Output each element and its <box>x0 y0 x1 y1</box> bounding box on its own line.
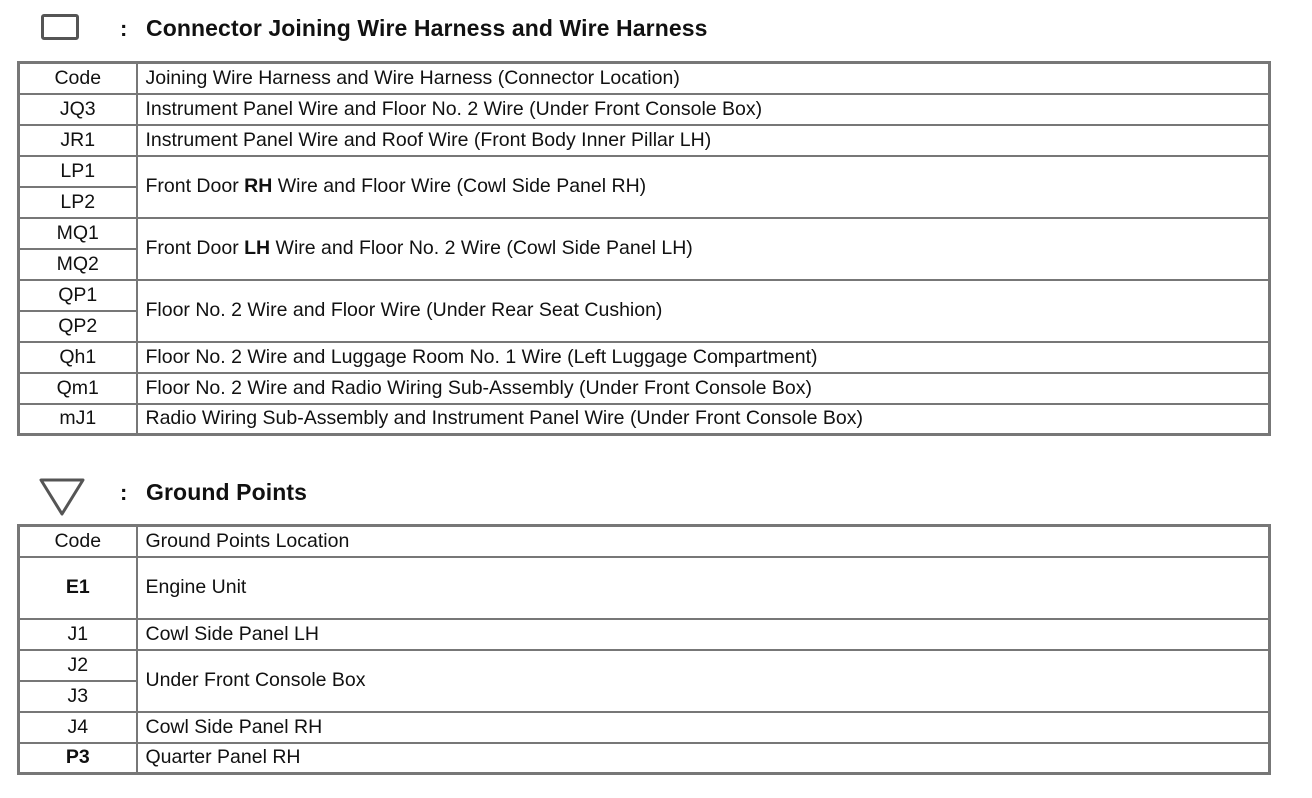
code-cell: LP2 <box>19 187 137 218</box>
location-cell: Quarter Panel RH <box>137 743 1270 774</box>
table-header-row <box>19 63 1270 94</box>
code-cell: MQ2 <box>19 249 137 280</box>
table-row <box>19 404 1270 435</box>
code-cell: J4 <box>19 712 137 743</box>
table-row <box>19 650 1270 681</box>
code-cell: LP1 <box>19 156 137 187</box>
ground-triangle-icon <box>38 476 86 518</box>
ground-section-title: Ground Points <box>146 479 308 505</box>
code-header: Code <box>19 526 137 557</box>
location-cell: Instrument Panel Wire and Floor No. 2 Wire (Under Front Console Box) <box>137 94 1270 125</box>
table-row <box>19 280 1270 311</box>
table-row <box>19 156 1270 187</box>
location-cell: Engine Unit <box>137 557 1270 619</box>
table-row <box>19 712 1270 743</box>
table-header-row <box>19 526 1270 557</box>
connector-table <box>17 61 1271 436</box>
location-cell: Instrument Panel Wire and Roof Wire (Front Body Inner Pillar LH) <box>137 125 1270 156</box>
connector-section-title: Connector Joining Wire Harness and Wire Harness <box>146 15 708 41</box>
location-emphasis: RH <box>244 175 273 197</box>
table-row <box>19 373 1270 404</box>
ground-colon: : <box>120 480 128 505</box>
location-cell: Floor No. 2 Wire and Floor Wire (Under Rear Seat Cushion) <box>137 280 1270 342</box>
code-cell: J1 <box>19 619 137 650</box>
code-header: Code <box>19 63 137 94</box>
code-cell: QP1 <box>19 280 137 311</box>
code-cell: Qh1 <box>19 342 137 373</box>
table-row <box>19 125 1270 156</box>
location-cell <box>137 156 1270 218</box>
connector-colon: : <box>120 16 128 41</box>
location-cell: Radio Wiring Sub-Assembly and Instrument Panel Wire (Under Front Console Box) <box>137 404 1270 435</box>
code-cell: Qm1 <box>19 373 137 404</box>
code-cell: JR1 <box>19 125 137 156</box>
location-cell: Floor No. 2 Wire and Radio Wiring Sub-Assembly (Under Front Console Box) <box>137 373 1270 404</box>
location-cell: Floor No. 2 Wire and Luggage Room No. 1 Wire (Left Luggage Compartment) <box>137 342 1270 373</box>
location-header: Joining Wire Harness and Wire Harness (Connector Location) <box>137 63 1270 94</box>
location-cell: Under Front Console Box <box>137 650 1270 712</box>
location-header: Ground Points Location <box>137 526 1270 557</box>
location-cell <box>137 218 1270 280</box>
table-row <box>19 557 1270 619</box>
table-row <box>19 619 1270 650</box>
location-cell: Cowl Side Panel LH <box>137 619 1270 650</box>
code-cell: E1 <box>19 557 137 619</box>
table-row <box>19 218 1270 249</box>
location-emphasis: LH <box>244 237 271 259</box>
table-row <box>19 342 1270 373</box>
connector-symbol-icon <box>41 14 79 40</box>
code-cell: P3 <box>19 743 137 774</box>
location-text: Front Door <box>145 175 245 197</box>
location-text: Front Door <box>145 237 245 259</box>
ground-table <box>17 524 1271 775</box>
location-cell: Cowl Side Panel RH <box>137 712 1270 743</box>
code-cell: J2 <box>19 650 137 681</box>
location-text: Wire and Floor Wire (Cowl Side Panel RH) <box>272 175 647 197</box>
code-cell: MQ1 <box>19 218 137 249</box>
table-row <box>19 94 1270 125</box>
code-cell: JQ3 <box>19 94 137 125</box>
code-cell: mJ1 <box>19 404 137 435</box>
table-row <box>19 743 1270 774</box>
location-text: Wire and Floor No. 2 Wire (Cowl Side Panel LH) <box>270 237 693 259</box>
code-cell: QP2 <box>19 311 137 342</box>
code-cell: J3 <box>19 681 137 712</box>
